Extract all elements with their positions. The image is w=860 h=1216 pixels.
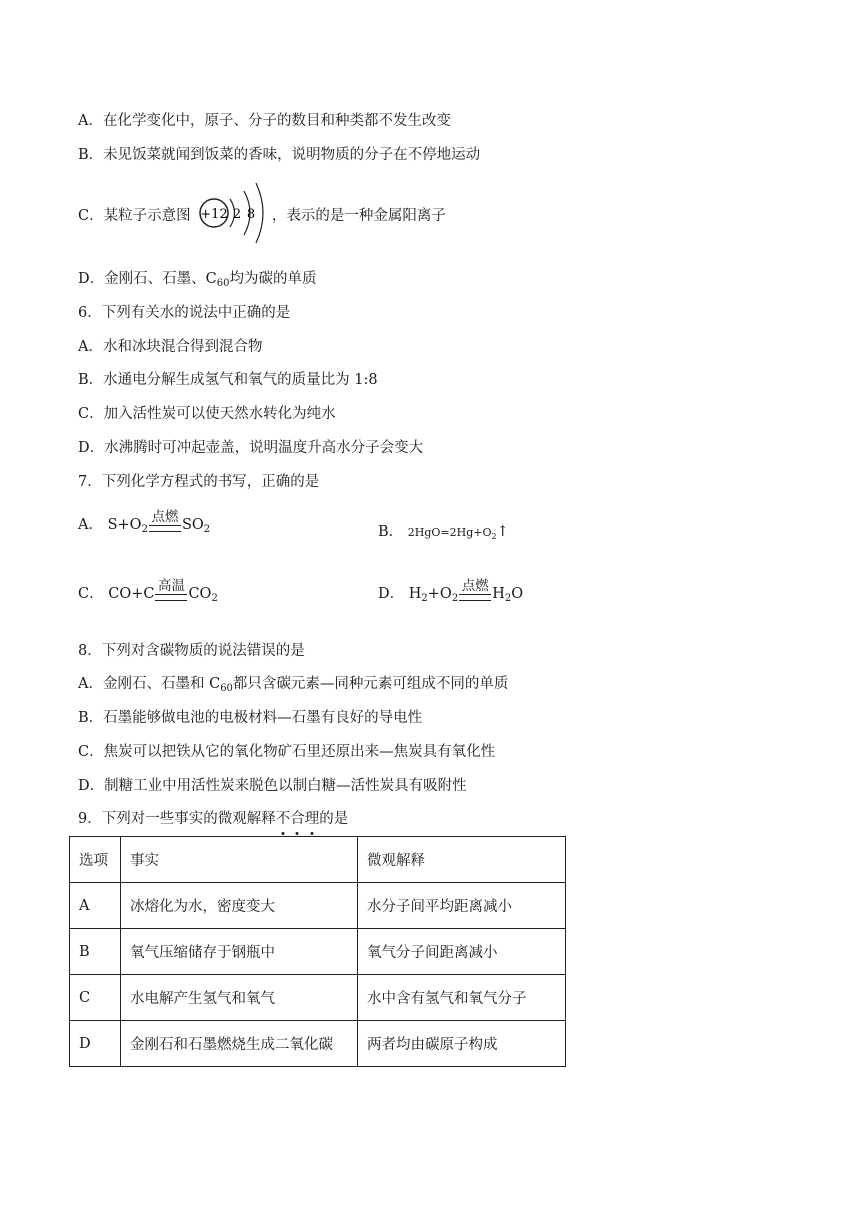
q8-option-b: B．石墨能够做电池的电极材料—石墨有良好的导电性 xyxy=(78,710,423,726)
table-cell: 水中含有氢气和氧气分子 xyxy=(358,975,566,1021)
q5-option-d-suffix: 均为碳的单质 xyxy=(229,271,317,287)
q6-option-d: D．水沸腾时可冲起壶盖，说明温度升高水分子会变大 xyxy=(78,440,424,456)
q7-option-d-condition: 点燃 xyxy=(459,579,491,601)
table-cell: 水分子间平均距离减小 xyxy=(358,883,566,929)
q7-option-a-label: A． xyxy=(78,517,103,533)
q9-stem: 9．下列对一些事实的微观解释不合理的是 xyxy=(78,811,349,827)
q7-option-d-label: D． xyxy=(378,586,405,602)
q7-option-a-condition: 点燃 xyxy=(149,510,181,532)
q7-option-a-left: S+O xyxy=(107,517,142,533)
q7-option-a-right-subscript: 2 xyxy=(203,524,211,535)
table-header-cell: 微观解释 xyxy=(358,837,566,883)
diagram-nucleus-label: +12 xyxy=(200,207,228,222)
q7-option-b-label: B． xyxy=(378,524,404,540)
q6-stem: 6．下列有关水的说法中正确的是 xyxy=(78,305,291,321)
emphasis-char: 合 xyxy=(290,811,305,827)
q7-option-b xyxy=(378,522,509,547)
q5-option-c xyxy=(78,206,446,226)
q7-option-c-right: CO xyxy=(188,586,212,602)
q7-option-a-right: SO xyxy=(181,517,204,533)
emphasis-char: 理 xyxy=(304,811,320,827)
table-row xyxy=(70,975,566,1021)
table-cell: D xyxy=(70,1021,121,1067)
q7-stem: 7．下列化学方程式的书写，正确的是 xyxy=(78,474,320,490)
q7-option-c-condition: 高温 xyxy=(155,579,187,601)
emphasis-char: 不 xyxy=(275,811,291,827)
q7-option-c xyxy=(78,578,218,609)
q9-table xyxy=(69,836,566,1067)
table-cell: 水电解产生氢气和氧气 xyxy=(121,975,358,1021)
diagram-shell-2: 8 xyxy=(246,207,256,222)
q6-option-c: C．加入活性炭可以使天然水转化为纯水 xyxy=(78,406,336,422)
table-cell: C xyxy=(70,975,121,1021)
q7-option-d: D． $H_2+O_2$ 点燃 $H_2O$ xyxy=(378,578,524,604)
q5-option-d xyxy=(78,269,316,294)
q7-option-b-equation: 2HgO=2Hg+O xyxy=(407,526,492,539)
table-row xyxy=(70,1021,566,1067)
q8-option-a: A．金刚石、石墨和 $C_{60}$都只含碳元素—同种元素可组成不同的单质 xyxy=(78,676,509,694)
table-header-cell: 事实 xyxy=(121,837,358,883)
table-cell: 金刚石和石墨燃烧生成二氧化碳 xyxy=(121,1021,358,1067)
q5-option-c-prefix: C．某粒子示意图 xyxy=(78,208,191,224)
q6-option-a: A．水和冰块混合得到混合物 xyxy=(78,339,263,355)
q5-option-c-suffix: ，表示的是一种金属阳离子 xyxy=(271,208,446,224)
q8-option-d: D．制糖工业中用活性炭来脱色以制白糖—活性炭具有吸附性 xyxy=(78,778,467,794)
q7-option-a xyxy=(78,509,211,540)
q8-stem: 8．下列对含碳物质的说法错误的是 xyxy=(78,643,305,659)
q7-option-a-left-subscript: 2 xyxy=(141,524,148,535)
q5-option-d-prefix: D．金刚石、石墨、C xyxy=(78,271,217,287)
q7-option-c-right-subscript: 2 xyxy=(211,593,218,604)
table-cell: 氧气压缩储存于钢瓶中 xyxy=(121,929,358,975)
table-cell: A xyxy=(70,883,121,929)
q7-option-c-left: CO+C xyxy=(108,586,155,602)
table-cell: 冰熔化为水，密度变大 xyxy=(121,883,358,929)
q7-option-b-arrow: ↑ xyxy=(496,524,509,540)
q6-option-b: B．水通电分解生成氢气和氧气的质量比为 1:8 xyxy=(78,372,378,388)
table-header-row xyxy=(70,837,566,883)
table-cell: B xyxy=(70,929,121,975)
q5-option-a: A．在化学变化中，原子、分子的数目和种类都不发生改变 xyxy=(78,113,451,129)
table-row xyxy=(70,929,566,975)
q7-option-b-subscript: 2 xyxy=(491,532,497,541)
diagram-shell-1: 2 xyxy=(232,207,242,222)
q5-option-b: B．未见饭菜就闻到饭菜的香味，说明物质的分子在不停地运动 xyxy=(78,147,481,163)
q7-option-c-label: C． xyxy=(78,586,104,602)
atomic-structure-diagram xyxy=(194,185,266,241)
q8-option-c: C．焦炭可以把铁从它的氧化物矿石里还原出来—焦炭具有氧化性 xyxy=(78,744,496,760)
table-header-cell: 选项 xyxy=(70,837,121,883)
table-cell: 两者均由碳原子构成 xyxy=(358,1021,566,1067)
q5-option-d-subscript: 60 xyxy=(216,278,230,289)
table-cell: 氧气分子间距离减小 xyxy=(358,929,566,975)
table-row xyxy=(70,883,566,929)
